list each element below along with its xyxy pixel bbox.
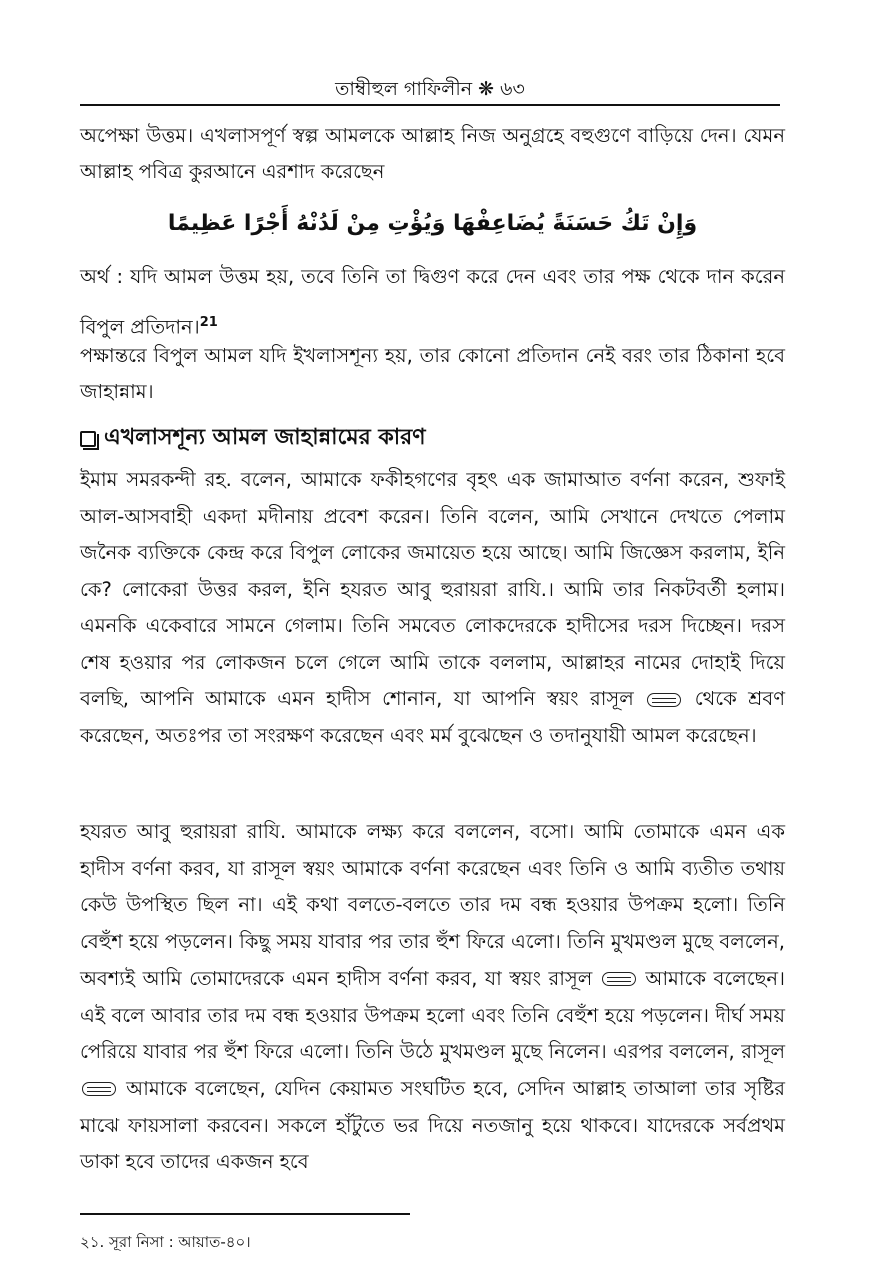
footnote: ২১. সূরা নিসা : আয়াত-৪০।	[80, 1233, 251, 1251]
salutation-icon	[602, 972, 636, 986]
header-rule	[80, 104, 780, 106]
hadith-text-a: হযরত আবু হুরায়রা রাযি. আমাকে লক্ষ্য করে বললেন, বসো। আমি তোমাকে এমন এক হাদীস বর্ণনা করব, যা রাসূল স্বয়ং আমাকে বর্ণনা করেছেন এবং তিনি ও আমি ব্যতীত তথায় কেউ উপস্থিত ছিল না। এই কথা বলতে-বলতে তার দম বন্ধ হওয়ার উপক্রম হলো। তিনি বেহুঁশ হয়ে পড়লেন। কিছু সময় যাবার পর তার হুঁশ ফিরে এলো। তিনি মুখমণ্ডল মুছে বললেন, অবশ্যই আমি তোমাদেরকে এমন হাদীস বর্ণনা করব, যা স্বয়ং রাসূল	[80, 820, 785, 990]
paragraph-contrast: পক্ষান্তরে বিপুল আমল যদি ইখলাসশূন্য হয়, তার কোনো প্রতিদান নেই বরং তার ঠিকানা হবে জাহান্নাম।	[80, 344, 785, 403]
footnote-reference: 21	[199, 315, 218, 330]
footnote-rule	[80, 1213, 410, 1215]
hadith-text-b: আমাকে বলেছেন। এই বলে আবার তার দম বন্ধ হওয়ার উপক্রম হলো এবং তিনি বেহুঁশ হয়ে পড়লেন। দীর্ঘ সময় পেরিয়ে যাবার পর হুঁশ ফিরে এলো। তিনি উঠে মুখমণ্ডল মুছে নিলেন। এরপর বললেন, রাসূল	[80, 966, 785, 1064]
salutation-icon	[647, 693, 681, 707]
section-heading-text: এখলাসশূন্য আমল জাহান্নামের কারণ	[104, 425, 426, 450]
translation-text: অর্থ : যদি আমল উত্তম হয়, তবে তিনি তা দ্বিগুণ করে দেন এবং তার পক্ষ থেকে দান করেন বিপুল প্রতিদান।	[80, 265, 785, 339]
paragraph-narration	[80, 462, 785, 754]
narration-text-b: থেকে শ্রবণ করেছেন, অতঃপর তা সংরক্ষণ করেছেন এবং মর্ম বুঝেছেন ও তদানুযায়ী আমল করেছেন।	[80, 687, 785, 747]
paragraph-intro: অপেক্ষা উত্তম। এখলাসপূর্ণ স্বল্প আমলকে আল্লাহ নিজ অনুগ্রহে বহুগুণে বাড়িয়ে দেন। যেমন আল্লাহ পবিত্র কুরআনে এরশাদ করেছেন	[80, 124, 785, 183]
salutation-icon	[82, 1082, 116, 1096]
checkbox-bullet-icon	[80, 431, 96, 447]
hadith-text-c: আমাকে বলেছেন, যেদিন কেয়ামত সংঘটিত হবে, সেদিন আল্লাহ তাআলা তার সৃষ্টির মাঝে ফায়সালা করবেন। সকলে হাঁটুতে ভর দিয়ে নতজানু হয়ে থাকবে। যাদেরকে সর্বপ্রথম ডাকা হবে তাদের একজন হবে	[80, 1076, 785, 1174]
running-header: তাম্বীহুল গাফিলীন ❋ ৬৩	[335, 78, 525, 100]
section-heading	[80, 418, 785, 458]
paragraph-translation	[80, 254, 785, 351]
narration-text-a: ইমাম সমরকন্দী রহ. বলেন, আমাকে ফকীহগণের বৃহৎ এক জামাআত বর্ণনা করেন, শুফাই আল-আসবাহী একদা মদীনায় প্রবেশ করেন। তিনি বলেন, আমি সেখানে দেখতে পেলাম জনৈক ব্যক্তিকে কেন্দ্র করে বিপুল লোকের জমায়েত হয়ে আছে। আমি জিজ্ঞেস করলাম, ইনি কে? লোকেরা উত্তর করল, ইনি হযরত আবু হুরায়রা রাযি.। আমি তার নিকটবর্তী হলাম। এমনকি একেবারে সামনে গেলাম। তিনি সমবেত লোকদেরকে হাদীসের দরস দিচ্ছেন। দরস শেষ হওয়ার পর লোকজন চলে গেলে আমি তাকে বললাম, আল্লাহর নামের দোহাই দিয়ে বলছি, আপনি আমাকে এমন হাদীস শোনান, যা আপনি স্বয়ং রাসূল	[80, 468, 785, 710]
paragraph-hadith	[80, 814, 785, 1181]
arabic-verse: وَإِنْ تَكُ حَسَنَةً يُضَاعِفْهَا وَيُؤْتِ مِنْ لَدُنْهُ أَجْرًا عَظِيمًا	[167, 211, 698, 236]
